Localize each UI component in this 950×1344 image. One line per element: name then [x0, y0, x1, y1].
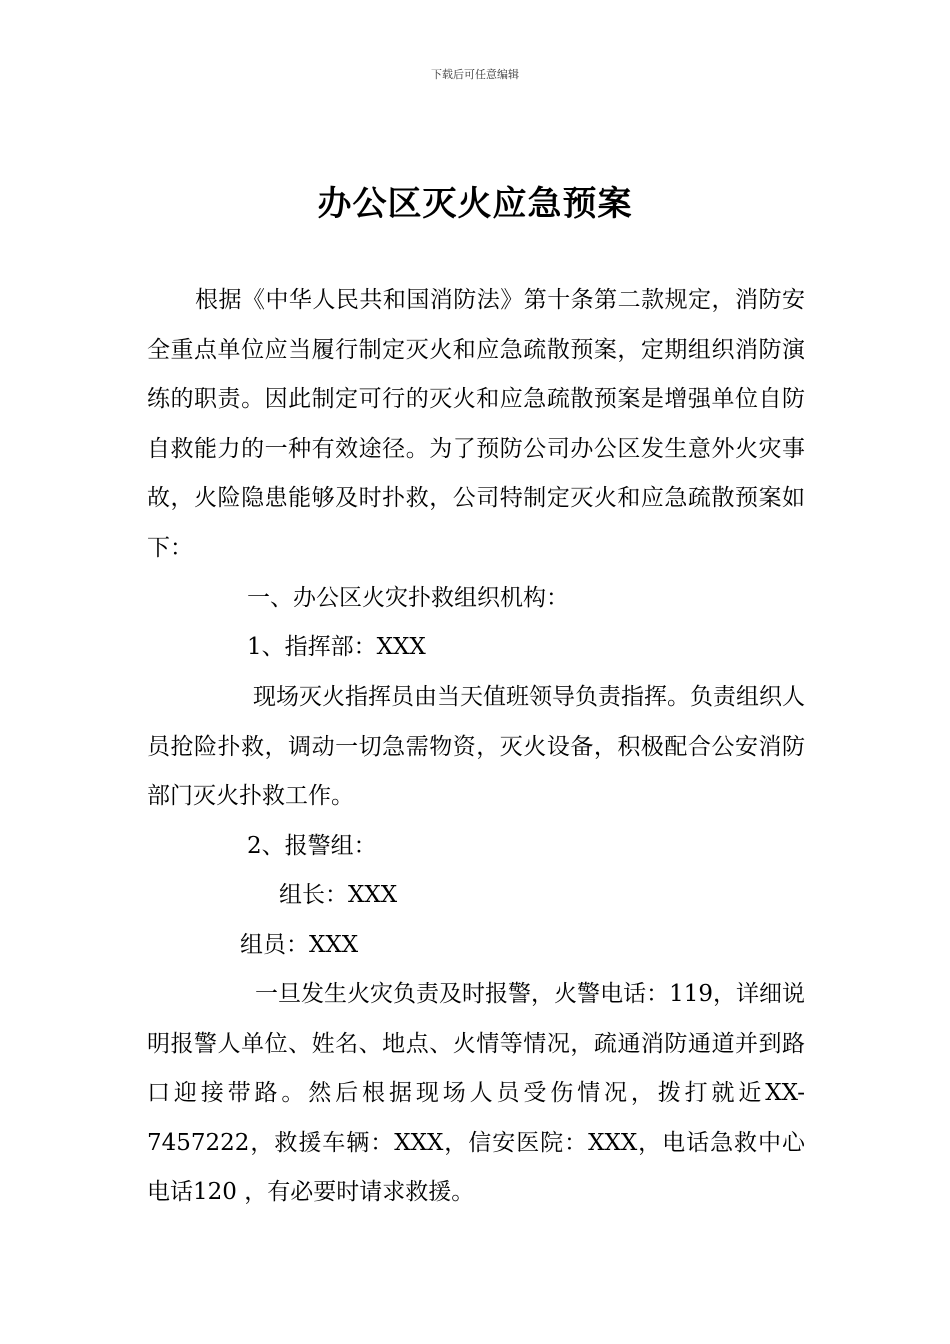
- intro-paragraph: 根据《中华人民共和国消防法》第十条第二款规定，消防安全重点单位应当履行制定灭火和应急疏散预案，定期组织消防演练的职责。因此制定可行的灭火和应急疏散预案是增强单位自防自救能力的一种有效途径。为了预防公司办公区发生意外火灾事故，火险隐患能够及时扑救，公司特制定灭火和应急疏散预案如下：: [147, 287, 805, 561]
- command-paragraph: 现场灭火指挥员由当天值班领导负责指挥。负责组织人员抢险扑救，调动一切急需物资，灭火设备，积极配合公安消防部门灭火扑救工作。: [147, 684, 805, 810]
- document-title: 办公区灭火应急预案: [317, 184, 633, 224]
- header-note: 下载后可任意编辑: [431, 68, 519, 81]
- section-heading-organization: 一、办公区火灾扑救组织机构：: [247, 585, 569, 611]
- subsection-heading-command: 1、指挥部：XXX: [247, 634, 426, 660]
- alarm-group-member: 组员：XXX: [240, 932, 359, 958]
- subsection-heading-alarm: 2、报警组：: [247, 833, 377, 859]
- alarm-paragraph: 一旦发生火灾负责及时报警，火警电话：119，详细说明报警人单位、姓名、地点、火情等情况，疏通消防通道并到路口迎接带路。然后根据现场人员受伤情况，拨打就近XX-7457222，救援车辆：XXX，信安医院：XXX，电话急救中心电话120 ，有必要时请求救援。: [147, 981, 805, 1206]
- alarm-group-leader: 组长：XXX: [279, 882, 398, 908]
